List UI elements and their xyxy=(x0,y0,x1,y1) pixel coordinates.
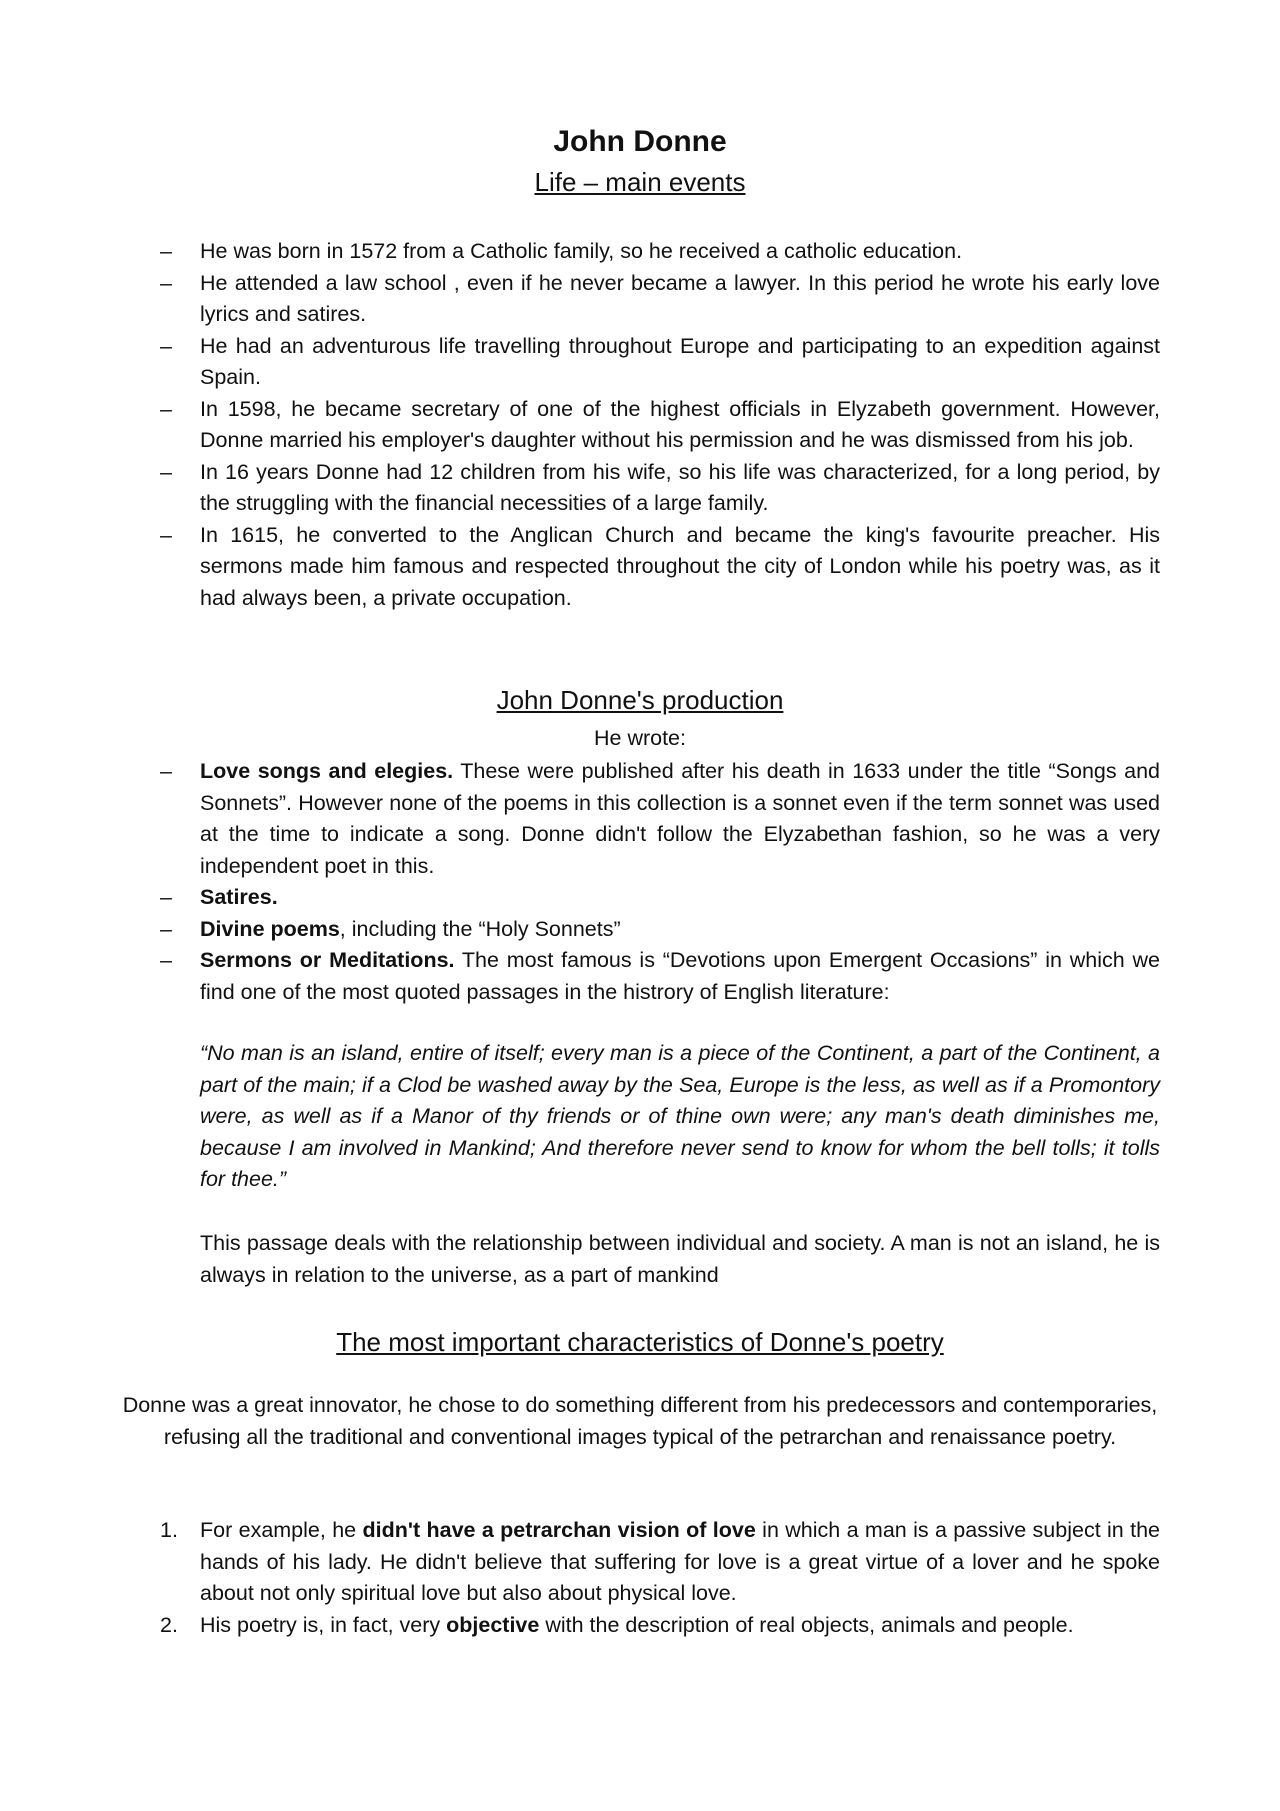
item-title: Love songs and elegies. xyxy=(200,759,454,783)
characteristics-intro: Donne was a great innovator, he chose to do something different from his predecessors and contemporaries, refusing all the traditional and conventional images typical of the petrarchan and renaissance poetry. xyxy=(122,1393,1158,1449)
list-item: – In 1615, he converted to the Anglican Church and became the king's favourite preacher. His sermons made him famous and respected throughout the city of London while his poetry was, as it had always been, a private occupation. xyxy=(160,520,1160,615)
item-title: Divine poems xyxy=(200,916,340,941)
list-item: – He had an adventurous life travelling throughout Europe and participating to an expedition against Spain. xyxy=(160,331,1160,394)
production-heading: John Donne's production xyxy=(496,685,784,715)
list-item xyxy=(160,914,1160,946)
characteristics-heading: The most important characteristics of Donne's poetry xyxy=(336,1327,944,1357)
item-text: , including the “Holy Sonnets” xyxy=(339,916,621,941)
item-text: For example, he xyxy=(200,1518,363,1542)
list-item xyxy=(160,882,1160,914)
characteristics-list xyxy=(160,1515,1160,1641)
item-text: These were published after his death in 1633 under the title “Songs and Sonnets”. However none of the poems in this collection is a sonnet even if the term sonnet was used at the time to indicate a song. Donne didn't follow the Elyzabethan fashion, so he was a very independent poet in this. xyxy=(200,759,1160,878)
list-item: – He was born in 1572 from a Catholic family, so he received a catholic education. xyxy=(160,236,1160,268)
list-item: – He attended a law school , even if he never became a lawyer. In this period he wrote his early love lyrics and satires. xyxy=(160,268,1160,331)
list-item: – In 1598, he became secretary of one of the highest officials in Elyzabeth government. However, Donne married his employer's daughter without his permission and he was dismissed from his job. xyxy=(160,394,1160,457)
item-title: Satires. xyxy=(200,885,278,909)
item-text: in which a man is a passive subject in the hands of his lady. He didn't believe that suffering for love is a great virtue of a lover and he spoke about not only spiritual love but also about physical love. xyxy=(200,1518,1161,1605)
donne-quote: “No man is an island, entire of itself; every man is a piece of the Continent, a part of the Continent, a part of the main; if a Clod be washed away by the Sea, Europe is the less, as well as if a Promontory were, as well as if a Manor of thy friends or of thine own were; any man's death diminishes me, because I am involved in Mankind; And therefore never send to know for whom the bell tolls; it tolls for thee.” xyxy=(200,1041,1160,1191)
production-list xyxy=(160,756,1160,1008)
item-bold: didn't have a petrarchan vision of love xyxy=(362,1518,756,1542)
life-heading: Life – main events xyxy=(534,167,746,197)
item-title: Sermons or Meditations. xyxy=(200,948,455,972)
list-item xyxy=(160,945,1160,1008)
item-text: The most famous is “Devotions upon Emergent Occasions” in which we find one of the most quoted passages in the histrory of English literature: xyxy=(200,948,1161,1004)
page-title: John Donne xyxy=(553,125,727,158)
item-bold: objective xyxy=(446,1612,540,1637)
item-text: His poetry is, in fact, very xyxy=(200,1612,447,1637)
quote-comment: This passage deals with the relationship between individual and society. A man is not an island, he is always in relation to the universe, as a part of mankind xyxy=(200,1231,1160,1287)
life-events-list xyxy=(160,236,1160,614)
item-number: 2. xyxy=(160,1612,178,1637)
list-item: – In 16 years Donne had 12 children from his wife, so his life was characterized, for a long period, by the struggling with the financial necessities of a large family. xyxy=(160,457,1160,520)
item-number: 1. xyxy=(160,1518,178,1542)
list-item xyxy=(160,1515,1160,1610)
list-item xyxy=(160,756,1160,882)
list-item xyxy=(160,1610,1160,1642)
production-intro: He wrote: xyxy=(593,726,686,750)
item-text: with the description of real objects, animals and people. xyxy=(539,1612,1074,1637)
